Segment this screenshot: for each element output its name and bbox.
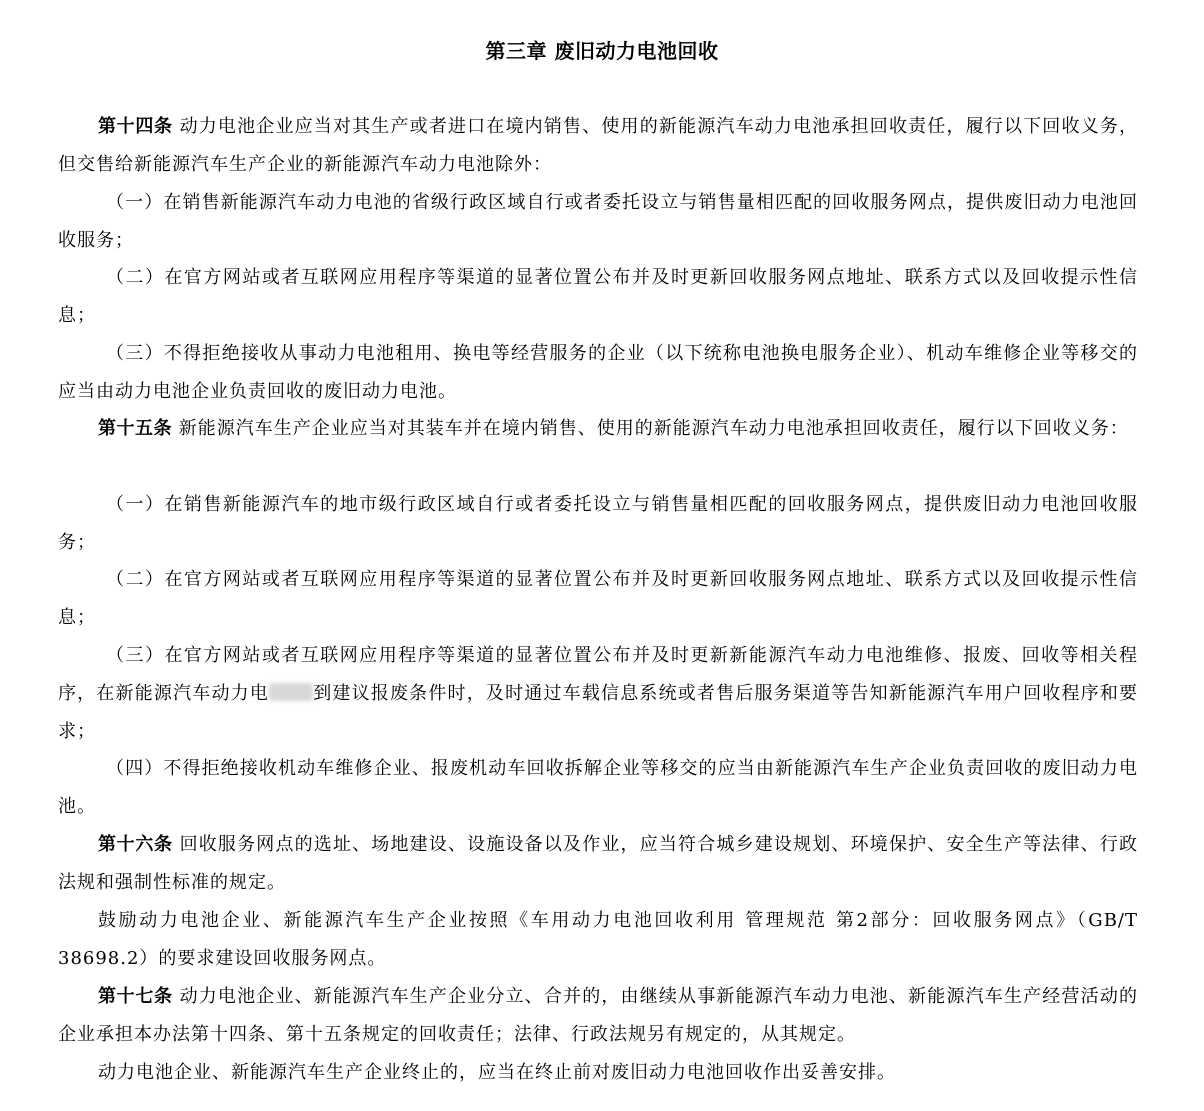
article-text: 动力电池企业应当对其生产或者进口在境内销售、使用的新能源汽车动力电池承担回收责任，履行以下回收义务，但交售给新能源汽车生产企业的新能源汽车动力电池除外： [58, 116, 1138, 175]
article-15-item-3 [58, 637, 1138, 750]
article-label: 第十五条 [98, 418, 172, 439]
article-14-item-3: （三）不得拒绝接收从事动力电池租用、换电等经营服务的企业（以下统称电池换电服务企业）、机动车维修企业等移交的应当由动力电池企业负责回收的废旧动力电池。 [58, 343, 1138, 402]
chapter-title: 第三章 废旧动力电池回收 [485, 39, 719, 63]
article-17 [58, 978, 1138, 1054]
article-14-item-2: （二）在官方网站或者互联网应用程序等渠道的显著位置公布并及时更新回收服务网点地址、联系方式以及回收提示性信息； [58, 267, 1138, 326]
blurred-text [269, 683, 313, 701]
article-14-item-1: （一）在销售新能源汽车动力电池的省级行政区域自行或者委托设立与销售量相匹配的回收服务网点，提供废旧动力电池回收服务； [58, 192, 1138, 251]
item-text-after: 到建议报废条件时，及时通过车载信息系统或者售后服务渠道等告知新能源汽车用户回收程序和要求； [58, 682, 1139, 742]
article-17-para-2: 动力电池企业、新能源汽车生产企业终止的，应当在终止前对废旧动力电池回收作出妥善安排。 [98, 1062, 896, 1083]
article-text: 回收服务网点的选址、场地建设、设施设备以及作业，应当符合城乡建设规划、环境保护、安全生产等法律、行政法规和强制性标准的规定。 [58, 834, 1138, 893]
article-16 [58, 826, 1138, 902]
article-16-para-2: 鼓励动力电池企业、新能源汽车生产企业按照《车用动力电池回收利用 管理规范 第2部分：回收服务网点》（GB/T 38698.2）的要求建设回收服务网点。 [58, 910, 1138, 969]
article-label: 第十六条 [98, 834, 173, 855]
article-14 [58, 108, 1138, 184]
item-text-before: （三）在官方网站或者互联网应用程序等渠道的显著位置公布并及时更新新能源汽车动力电池维修、报废、回收等相关程序，在新能源汽车动力电 [58, 645, 1138, 704]
article-text: 动力电池企业、新能源汽车生产企业分立、合并的，由继续从事新能源汽车动力电池、新能源汽车生产经营活动的企业承担本办法第十四条、第十五条规定的回收责任；法律、行政法规另有规定的，从其规定。 [58, 986, 1138, 1045]
article-15 [58, 410, 1138, 448]
article-15-item-2: （二）在官方网站或者互联网应用程序等渠道的显著位置公布并及时更新回收服务网点地址、联系方式以及回收提示性信息； [58, 569, 1138, 628]
article-15-item-1: （一）在销售新能源汽车的地市级行政区域自行或者委托设立与销售量相匹配的回收服务网点，提供废旧动力电池回收服务； [58, 494, 1138, 553]
article-15-item-4: （四）不得拒绝接收机动车维修企业、报废机动车回收拆解企业等移交的应当由新能源汽车生产企业负责回收的废旧动力电池。 [58, 758, 1138, 817]
article-text: 新能源汽车生产企业应当对其装车并在境内销售、使用的新能源汽车动力电池承担回收责任，履行以下回收义务： [178, 418, 1129, 439]
article-label: 第十七条 [98, 986, 173, 1007]
article-label: 第十四条 [98, 116, 173, 137]
